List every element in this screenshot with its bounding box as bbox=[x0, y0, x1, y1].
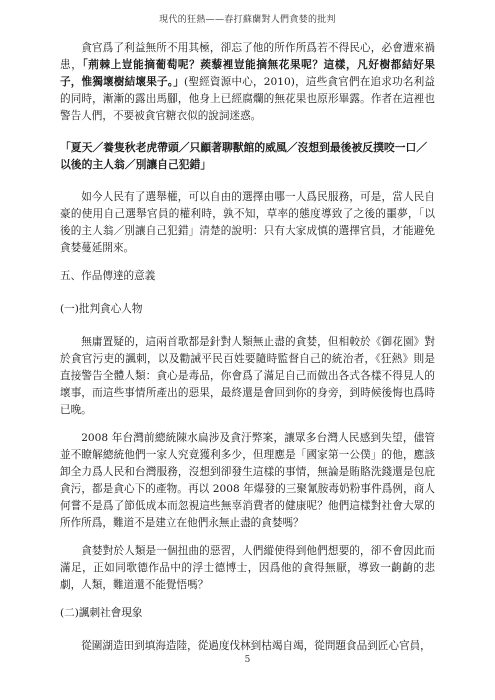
section-heading-5: 五、作品傳達的意義 bbox=[60, 270, 156, 282]
running-header: 現代的狂熱——春打蘇蘭對人們貪婪的批判 bbox=[159, 15, 336, 25]
subsection-heading-2: (二)諷刺社會現象 bbox=[60, 607, 143, 619]
paragraph-1-lead: 貪官爲了利益無所不用其極，卻忘了他的所作所爲若不得民心，必會遭來禍患， bbox=[60, 42, 435, 71]
page-number: 5 bbox=[244, 655, 251, 665]
bible-quote: 「荊棘上豈能摘葡萄呢？蒺藜裡豈能摘無花果呢？這樣，凡好樹都結好果子，惟獨壞樹結壞果子。」 bbox=[60, 59, 435, 88]
paragraph-1-tail: (聖經資源中心，2010)，這些貪官們在追求功名利益的同時，漸漸的露出馬腳，他身上已經腐爛的無花果也原形畢露。作者在這裡也警告人們，不要被貪官糖衣似的說詞迷惑。 bbox=[60, 76, 435, 122]
subsection-heading-1: (一)批判貪心人物 bbox=[60, 303, 143, 315]
paragraph-1 bbox=[60, 40, 435, 125]
body-text bbox=[60, 40, 435, 666]
paragraph-3: 無庸置疑的，這兩首歌都是針對人類無止盡的貪婪，但相較於《御花園》對於貪官污吏的諷刺，以及勸誡平民百姓要隨時監督自己的統治者，《狂熱》則是直接警告全體人類：貪心是毒品，你會爲了滿足自己而做出各式各樣不得見人的壞事，而這些事情所產出的惡果，最終還是會回到你的身旁，到時候後悔也爲時已晚。 bbox=[60, 336, 435, 416]
lyric-quote: 「夏天／養隻秋老虎帶頭／只顧著聊獸館的威風／沒想到最後被反撲咬一口／以後的主人翁／別讓自己犯錯」 bbox=[60, 141, 428, 171]
paragraph-6: 從圍湖造田到填海造陸，從過度伐林到枯竭自竭，從問題食品到匠心官員， bbox=[81, 640, 431, 652]
paragraph-2: 如今人民有了選舉權，可以自由的選擇由哪一人爲民服務，可是，當人民自豪的使用自己選舉官員的權利時，孰不知，草率的態度導致了之後的噩夢，「以後的主人翁／別讓自己犯錯」清楚的說明：只有大家成慎的選擇官員，才能避免貪婪蔓延開來。 bbox=[60, 191, 435, 254]
paragraph-5: 貪婪對於人類是一個扭曲的惡習，人們縱使得到他們想要的，卻不會因此而滿足，正如同歌德作品中的浮士德博士，因爲他的貪得無厭，導致一齣齣的悲劇，人類，難道還不能覺悟嗎？ bbox=[60, 545, 435, 591]
paragraph-4: 2008 年台灣前總統陳水扁涉及貪汙弊案，讓眾多台灣人民感到失望，儘管並不瞭解總統他們一家人究竟獲利多少，但理應是「國家第一公僕」的他，應該卸全力爲人民和台灣服務，沒想到卻發生這樣的事情，無論是賄賂洗錢還是包庇貪污，都是貪心下的產物。再以 2008 年爆發的三聚氰胺毒奶粉事件爲例，商人何嘗不是爲了節低成本而忽視這些無辜消費者的健康呢？他們這樣對社會大眾的所作所爲，難道不是建立在他們永無止盡的貪婪嗎？ bbox=[60, 432, 435, 529]
